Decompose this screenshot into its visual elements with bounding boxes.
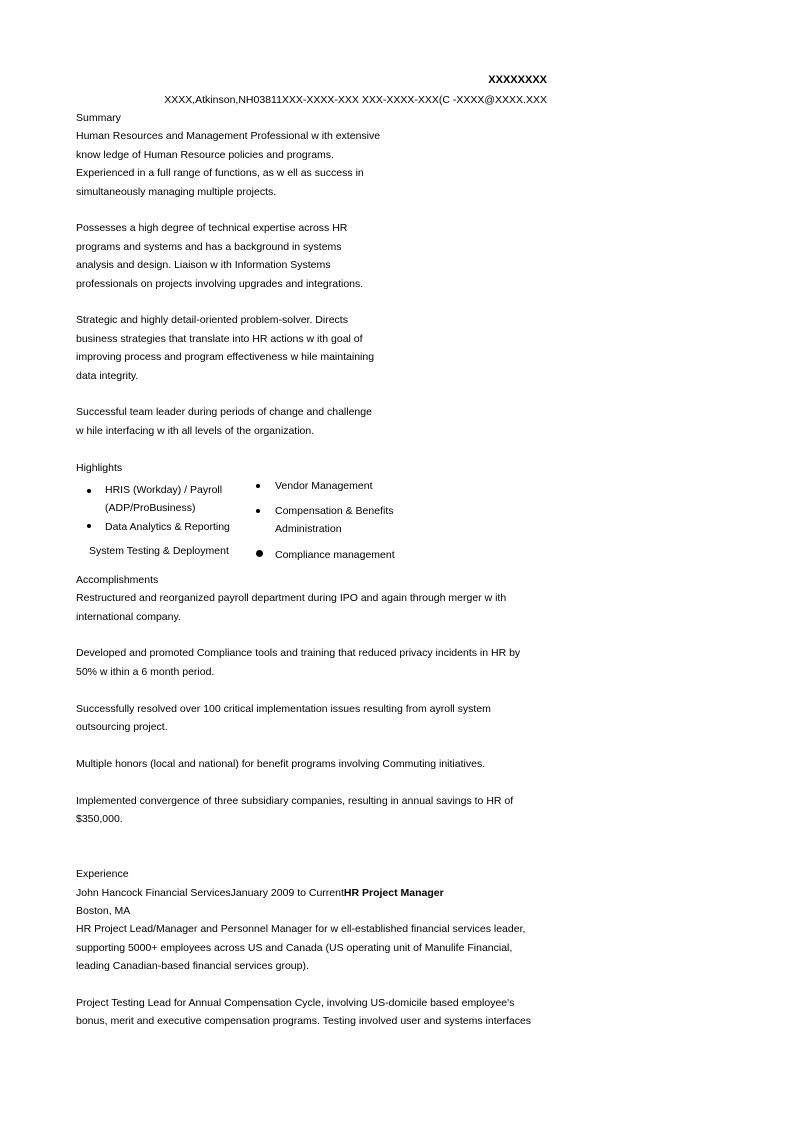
- summary-line: improving process and program effectiveness w hile maintaining: [76, 351, 375, 363]
- bullet-icon: [87, 489, 91, 493]
- summary-line: Human Resources and Management Professional w ith extensive: [76, 130, 381, 142]
- summary-line: business strategies that translate into HR actions w ith goal of: [76, 333, 363, 345]
- experience-line: supporting 5000+ employees across US and Canada (US operating unit of Manulife Financial,: [76, 942, 513, 954]
- summary-line: w hile interfacing w ith all levels of the organization.: [76, 425, 315, 437]
- accomplishment-line: Successfully resolved over 100 critical implementation issues resulting from ayroll system: [76, 703, 491, 715]
- highlight-item: Compensation & Benefits: [275, 505, 394, 517]
- summary-line: Strategic and highly detail-oriented problem-solver. Directs: [76, 314, 348, 326]
- summary-line: know ledge of Human Resource policies and programs.: [76, 149, 334, 161]
- accomplishment-line: $350,000.: [76, 813, 123, 825]
- highlight-item: System Testing & Deployment: [89, 545, 229, 557]
- accomplishment-line: international company.: [76, 611, 181, 623]
- contact-line: XXXX,Atkinson,NH03811XXX-XXXX-XXX XXX-XXXX-XXX(C -XXXX@XXXX.XXX: [164, 94, 547, 106]
- accomplishment-line: Implemented convergence of three subsidiary companies, resulting in annual savings to HR of: [76, 795, 514, 807]
- summary-heading: Summary: [76, 112, 121, 124]
- bullet-icon: [256, 509, 260, 513]
- accomplishment-line: Developed and promoted Compliance tools and training that reduced privacy incidents in HR by: [76, 647, 521, 659]
- summary-line: professionals on projects involving upgrades and integrations.: [76, 278, 364, 290]
- bullet-icon: [256, 550, 263, 557]
- summary-line: programs and systems and has a background in systems: [76, 241, 342, 253]
- experience-employer-line: [76, 886, 444, 900]
- highlight-item: Vendor Management: [275, 480, 373, 492]
- summary-line: Successful team leader during periods of change and challenge: [76, 406, 372, 418]
- summary-line: Experienced in a full range of functions, as w ell as success in: [76, 167, 364, 179]
- experience-line: leading Canadian-based financial services group).: [76, 960, 309, 972]
- job-title: HR Project Manager: [343, 887, 444, 899]
- summary-line: Possesses a high degree of technical expertise across HR: [76, 222, 348, 234]
- experience-line: bonus, merit and executive compensation programs. Testing involved user and systems interfaces: [76, 1015, 532, 1027]
- highlight-item-continued: (ADP/ProBusiness): [105, 502, 196, 514]
- experience-heading: Experience: [76, 868, 129, 880]
- accomplishments-heading: Accomplishments: [76, 574, 159, 586]
- bullet-icon: [87, 524, 91, 528]
- experience-line: HR Project Lead/Manager and Personnel Manager for w ell-established financial services leader,: [76, 923, 526, 935]
- resume-name: XXXXXXXX: [488, 74, 547, 86]
- summary-line: simultaneously managing multiple projects.: [76, 186, 277, 198]
- accomplishment-line: Multiple honors (local and national) for benefit programs involving Commuting initiatives.: [76, 758, 486, 770]
- highlights-heading: Highlights: [76, 462, 123, 474]
- highlight-item: Data Analytics & Reporting: [105, 521, 230, 533]
- accomplishment-line: outsourcing project.: [76, 721, 168, 733]
- bullet-icon: [256, 484, 260, 488]
- highlight-item: Compliance management: [275, 549, 395, 561]
- summary-line: analysis and design. Liaison w ith Information Systems: [76, 259, 331, 271]
- highlight-item-continued: Administration: [275, 523, 342, 535]
- experience-location: Boston, MA: [76, 905, 131, 917]
- employer-dates: John Hancock Financial ServicesJanuary 2009 to Current: [76, 887, 344, 899]
- highlight-item: HRIS (Workday) / Payroll: [105, 484, 223, 496]
- accomplishment-line: 50% w ithin a 6 month period.: [76, 666, 215, 678]
- accomplishment-line: Restructured and reorganized payroll department during IPO and again through merger w ith: [76, 592, 507, 604]
- experience-line: Project Testing Lead for Annual Compensation Cycle, involving US-domicile based employee's: [76, 997, 515, 1009]
- summary-line: data integrity.: [76, 370, 139, 382]
